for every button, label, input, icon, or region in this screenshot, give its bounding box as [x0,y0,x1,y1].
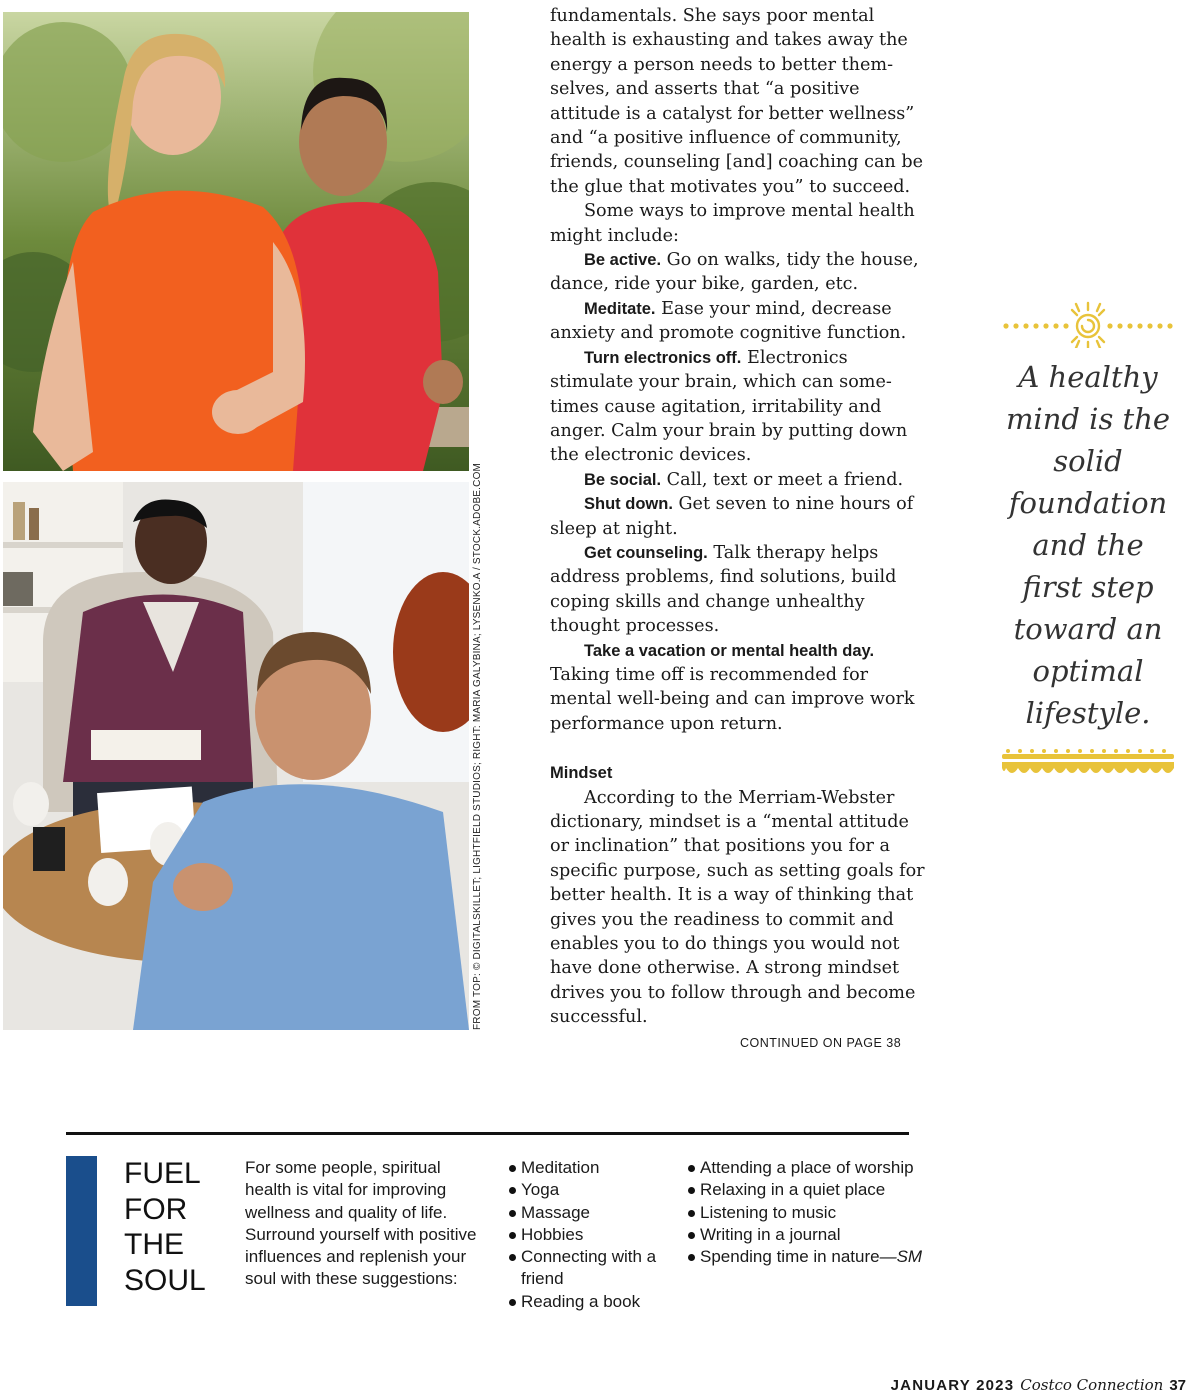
list-item: Reading a book [508,1291,678,1313]
sidebar-intro: For some people, spiritual health is vital for improving wellness and quality of life. Surround yourself with positive influences and replenish your soul with these suggestions: [245,1158,477,1289]
tip-text: Electronics stimulate your brain, which can sometimes cause agitation, irritability and anger. Calm your brain by putting down the electronic devices. [550,347,908,466]
tip-text: Ease your mind, decrease anxiety and promote cognitive function. [550,298,907,344]
photo-counseling-session [3,482,469,1030]
photo-credit: FROM TOP: © DIGITALSKILLET; LIGHTFIELD STUDIOS; RIGHT: MARIA GALYBINA; LYSENKO.A / STOCK.ADOBE.COM [472,462,483,1030]
list-item: Connecting with a friend [508,1246,678,1291]
tip-be-social [550,468,925,492]
photo-women-walking [3,12,469,471]
list-item: Hobbies [508,1224,678,1246]
tip-text: Talk therapy helps address problems, find solutions, build coping skills and change unhealthy thought processes. [550,542,897,637]
list-item: Massage [508,1202,678,1224]
sun-icon [1000,300,1176,348]
section-heading-mindset: Mindset [550,764,613,783]
tip-lead: Be social. [584,470,662,489]
tip-text: Go on walks, tidy the house, dance, ride your bike, garden, etc. [550,250,919,295]
tip-lead: Get counseling. [584,543,708,562]
magazine-name: Costco Connection [1020,1376,1164,1394]
list-item: Listening to music [687,1202,927,1224]
article-column [550,4,925,1030]
scallop-border-icon [1000,748,1176,782]
section-divider [66,1132,909,1135]
tip-get-counseling [550,541,925,639]
suggestion-list [508,1157,678,1313]
pull-quote [1000,300,1176,782]
tip-shut-down [550,492,925,541]
article-paragraph: According to the Merriam-Webster dictionary, mindset is a “mental attitude or inclination” that positions you for a specific purpose, such as setting goals for better health. It is a way of thinking that gives you the readiness to commit and enables you to do things you would not have done otherwise. A strong mindset drives you to follow through and become successful. [550,787,925,1028]
sidebar-title-line: FUEL [124,1157,201,1190]
list-item [687,1246,927,1268]
page-number: 37 [1169,1377,1186,1394]
sidebar-title [124,1156,206,1298]
tip-lead: Take a vacation or mental health day. [584,641,875,660]
suggestion-list [687,1157,927,1268]
tip-lead: Meditate. [584,299,656,318]
tip-text: Call, text or meet a friend. [661,469,904,490]
continued-label: CONTINUED ON PAGE 38 [740,1036,902,1050]
tip-lead: Turn electronics off. [584,348,742,367]
tip-meditate [550,297,925,346]
list-item: Meditation [508,1157,678,1179]
list-item-text: Spending time in nature [700,1247,880,1267]
page-footer [891,1376,1186,1394]
issue-date: JANUARY 2023 [890,1377,1015,1394]
sidebar-title-line: SOUL [124,1263,206,1297]
list-item: Relaxing in a quiet place [687,1179,927,1201]
tip-be-active [550,248,925,297]
sidebar-title-line: FOR [124,1192,188,1226]
tip-text: Get seven to nine hours of sleep at night. [550,494,914,539]
tip-text: Taking time off is recommended for mental well-being and can improve work performance upon return. [550,664,915,734]
pull-quote-text: A healthy mind is the solid foundation and the first step toward an optimal lifestyle. [1005,360,1171,730]
list-item: Writing in a journal [687,1224,927,1246]
tip-lead: Shut down. [584,495,673,514]
article-paragraph: Some ways to improve mental health might include: [550,201,915,246]
list-item: Attending a place of worship [687,1157,927,1179]
author-signature: —SM [879,1247,923,1267]
sidebar-accent-bar [66,1156,97,1306]
sidebar-title-line: THE [124,1228,184,1261]
tip-lead: Be active. [584,251,662,270]
article-paragraph: fundamentals. She says poor mental health is exhausting and takes away the energy a person needs to better themselves, and asserts that “a positive attitude is a catalyst for better wellness” and “a positive influence of community, friends, counseling [and] coaching can be the glue that motivates you” to succeed. [550,6,924,197]
tip-electronics-off [550,346,925,468]
tip-vacation [550,639,925,737]
list-item: Yoga [508,1179,678,1201]
